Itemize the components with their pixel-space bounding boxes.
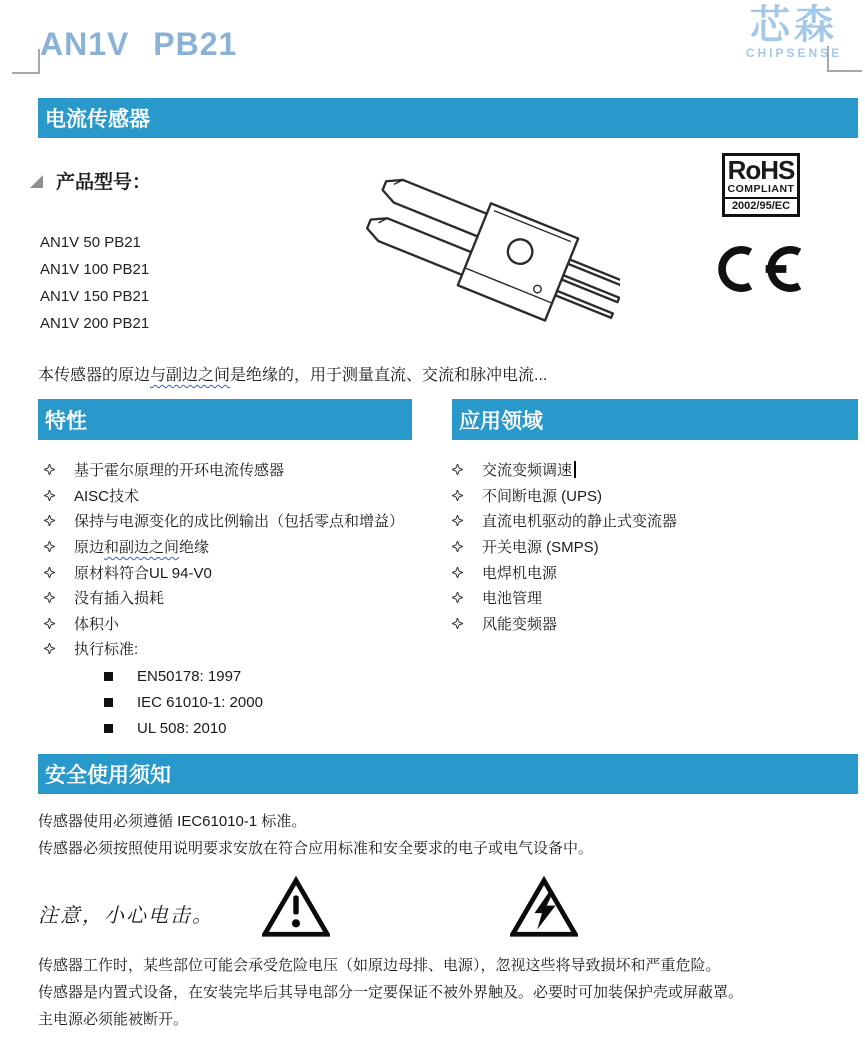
safety-line: 传感器必须按照使用说明要求安放在符合应用标准和安全要求的电子或电气设备中。	[38, 839, 594, 857]
application-item: 不间断电源 (UPS)	[452, 483, 858, 509]
diamond-bullet-icon	[452, 464, 463, 475]
rohs-compliant-label: COMPLIANT	[727, 183, 795, 195]
rohs-title: RoHS	[727, 155, 795, 185]
models-heading: 产品型号：	[56, 172, 152, 193]
standards-list	[44, 663, 424, 742]
brand-logo-chinese: 芯森	[750, 3, 838, 47]
safety-line: 传感器是内置式设备，在安装完毕后其导电部分一定要保证不被外界触及。必要时可加装保护壳或屏蔽罩。	[38, 983, 744, 1001]
crop-mark-logo	[827, 46, 862, 72]
feature-item: 保持与电源变化的成比例输出（包括零点和增益）	[44, 508, 424, 534]
diamond-bullet-icon	[44, 567, 55, 578]
standard-item: IEC 61010-1: 2000	[44, 689, 424, 715]
diamond-bullet-icon	[44, 618, 55, 629]
section-banner-applications: 应用领域	[452, 399, 858, 440]
feature-item: 没有插入损耗	[44, 585, 424, 611]
safety-line: 传感器使用必须遵循 IEC61010-1 标准。	[38, 813, 307, 830]
intro-pre: 本传感器的原边	[38, 367, 151, 384]
standard-item: UL 508: 2010	[44, 715, 424, 741]
diamond-bullet-icon	[44, 490, 55, 501]
warning-lightning-icon	[510, 876, 578, 938]
application-item: 开关电源 (SMPS)	[452, 534, 858, 560]
application-item: 电池管理	[452, 585, 858, 611]
diamond-bullet-icon	[44, 643, 55, 654]
section-banner-product-category: 电流传感器	[38, 98, 858, 138]
application-item: 直流电机驱动的静止式变流器	[452, 508, 858, 534]
crop-mark-top-left	[12, 49, 40, 74]
ce-mark-icon	[712, 241, 804, 297]
model-item: AN1V 50 PB21	[40, 234, 141, 251]
models-list	[40, 229, 149, 337]
section-banner-features: 特性	[38, 399, 412, 440]
diamond-bullet-icon	[44, 592, 55, 603]
intro-paragraph	[38, 364, 858, 388]
caution-note: 注意，小心电击。	[38, 905, 214, 927]
application-item: 风能变频器	[452, 611, 858, 637]
diamond-bullet-icon	[44, 515, 55, 526]
safety-line: 主电源必须能被断开。	[38, 1010, 189, 1028]
section-banner-safety: 安全使用须知	[38, 754, 858, 794]
outline-collapse-marker-icon[interactable]	[30, 175, 43, 188]
square-bullet-icon	[104, 724, 113, 733]
model-item: AN1V 100 PB21	[40, 261, 150, 278]
product-drawing	[333, 166, 620, 348]
feature-item: 体积小	[44, 611, 424, 637]
square-bullet-icon	[104, 698, 113, 707]
diamond-bullet-icon	[44, 541, 55, 552]
safety-line: 传感器工作时，某些部位可能会承受危险电压（如原边母排、电源），忽视这些将导致损坏和严重危险。	[38, 957, 721, 974]
intro-post: 是绝缘的，用于测量直流、交流和脉冲电流...	[230, 367, 548, 384]
diamond-bullet-icon	[452, 618, 463, 629]
intro-spellcheck-text: 与副边之间	[150, 367, 231, 384]
page-title: AN1V PB21	[40, 26, 238, 62]
diamond-bullet-icon	[452, 515, 463, 526]
model-item: AN1V 200 PB21	[40, 315, 150, 332]
feature-item: 原材料符合UL 94-V0	[44, 559, 424, 585]
application-item: 交流变频调速	[452, 457, 858, 483]
feature-item: 原边和副边之间绝缘	[44, 534, 424, 560]
safety-intro-paragraph	[38, 809, 858, 862]
feature-item: 基于霍尔原理的开环电流传感器	[44, 457, 424, 483]
standard-item: EN50178: 1997	[44, 663, 424, 689]
feature-item: 执行标准:	[44, 636, 424, 662]
feature-item: AISC技术	[44, 483, 424, 509]
features-list	[44, 457, 424, 662]
brand-logo-latin: CHIPSENSE	[745, 46, 843, 60]
diamond-bullet-icon	[44, 464, 55, 475]
rohs-directive-label: 2002/95/EC	[725, 197, 797, 214]
model-item: AN1V 150 PB21	[40, 288, 150, 305]
diamond-bullet-icon	[452, 490, 463, 501]
feature-spellcheck-text: 和副边之间	[104, 539, 180, 557]
diamond-bullet-icon	[452, 541, 463, 552]
diamond-bullet-icon	[452, 592, 463, 603]
rohs-logo	[722, 153, 800, 217]
warning-exclamation-icon	[262, 876, 330, 938]
text-cursor	[574, 461, 576, 478]
diamond-bullet-icon	[452, 567, 463, 578]
applications-list	[452, 457, 858, 636]
square-bullet-icon	[104, 672, 113, 681]
safety-warning-paragraph	[38, 953, 858, 1033]
application-item: 电焊机电源	[452, 559, 858, 585]
